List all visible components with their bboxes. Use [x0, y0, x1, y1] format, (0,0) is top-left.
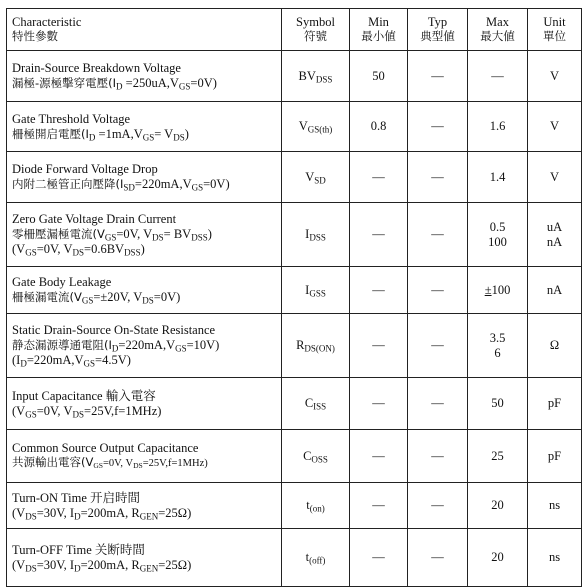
table-row: [7, 102, 582, 152]
characteristic-cell: Common Source Output Capacitance 共源輸出電容($V_{GS}=0V$, $V_{DS}=25V,f=1MHz$): [7, 430, 282, 483]
max-cell: 25: [468, 430, 528, 483]
symbol-cell: $R_{DS(ON)}$: [282, 314, 350, 378]
typ-cell: —: [408, 51, 468, 102]
typ-cell: —: [408, 102, 468, 152]
typ-cell: —: [408, 378, 468, 430]
characteristic-cell: Gate Threshold Voltage 柵極開启電壓$(I_D =1mA,V_{GS}= V_{DS})$: [7, 102, 282, 152]
min-cell: —: [350, 529, 408, 587]
unit-cell: nA: [528, 267, 582, 314]
min-cell: 50: [350, 51, 408, 102]
min-cell: —: [350, 378, 408, 430]
max-cell: 0.5 100: [468, 203, 528, 267]
table-row: [7, 203, 582, 267]
characteristic-cell: Gate Body Leakage 柵極漏電流($V_{GS}=\pm 20V$, $V_{DS}=0V$): [7, 267, 282, 314]
unit-cell: uA nA: [528, 203, 582, 267]
unit-cell: pF: [528, 378, 582, 430]
header-max: Max 最大値: [468, 9, 528, 51]
max-cell: ±100: [468, 267, 528, 314]
unit-cell: V: [528, 51, 582, 102]
characteristic-cell: Turn-OFF Time 关断時間 ($V_{DS}=30V$, $I_D=200mA$, $R_{GEN}=25\Omega$): [7, 529, 282, 587]
table-row: [7, 152, 582, 203]
table-row: [7, 51, 582, 102]
max-cell: —: [468, 51, 528, 102]
min-cell: —: [350, 430, 408, 483]
symbol-cell: $t_{(on)}$: [282, 483, 350, 529]
min-cell: —: [350, 314, 408, 378]
max-cell: 20: [468, 483, 528, 529]
min-cell: —: [350, 267, 408, 314]
characteristic-cell: Turn-ON Time 开启時間 ($V_{DS}=30V$, $I_D=200mA$, $R_{GEN}=25\Omega$): [7, 483, 282, 529]
max-cell: 1.6: [468, 102, 528, 152]
header-symbol: Symbol 符號: [282, 9, 350, 51]
symbol-cell: $C_{OSS}$: [282, 430, 350, 483]
symbol-cell: $C_{ISS}$: [282, 378, 350, 430]
typ-cell: —: [408, 203, 468, 267]
min-cell: —: [350, 203, 408, 267]
unit-cell: pF: [528, 430, 582, 483]
unit-cell: ns: [528, 529, 582, 587]
characteristic-cell: Input Capacitance 輸入電容 ($V_{GS}=0V$, $V_{DS}=25V,f=1MHz$): [7, 378, 282, 430]
min-cell: 0.8: [350, 102, 408, 152]
typ-cell: —: [408, 483, 468, 529]
symbol-cell: $t_{(off)}$: [282, 529, 350, 587]
table-row: [7, 483, 582, 529]
typ-cell: —: [408, 267, 468, 314]
symbol-cell: $V_{GS(th)}$: [282, 102, 350, 152]
characteristic-cell: Zero Gate Voltage Drain Current 零柵壓漏極電流($V_{GS}=0V$, $V_{DS}= BV_{DSS}$) ($V_{GS}=0V$, $V_{DS}=0.6BV_{DSS}$): [7, 203, 282, 267]
unit-cell: Ω: [528, 314, 582, 378]
unit-cell: ns: [528, 483, 582, 529]
header-characteristic: Characteristic 特性參數: [7, 9, 282, 51]
unit-cell: V: [528, 152, 582, 203]
typ-cell: —: [408, 529, 468, 587]
characteristic-cell: Static Drain-Source On-State Resistance 静态漏源導通電阻$(I_D=220mA,V_{GS}=10V)$ $(I_D=220mA,V_{GS}=4.5V)$: [7, 314, 282, 378]
table-row: [7, 430, 582, 483]
characteristic-cell: Diode Forward Voltage Drop 内附二極管正向壓降$(I_{SD}=220mA,V_{GS}=0V)$: [7, 152, 282, 203]
header-unit: Unit 單位: [528, 9, 582, 51]
symbol-cell: $I_{GSS}$: [282, 267, 350, 314]
characteristic-cell: Drain-Source Breakdown Voltage 漏極-源極擊穿電壓$(I_D =250uA,V_{GS}=0V)$: [7, 51, 282, 102]
unit-cell: V: [528, 102, 582, 152]
header-min: Min 最小値: [350, 9, 408, 51]
max-cell: 3.5 6: [468, 314, 528, 378]
max-cell: 1.4: [468, 152, 528, 203]
symbol-cell: $V_{SD}$: [282, 152, 350, 203]
symbol-cell: $BV_{DSS}$: [282, 51, 350, 102]
table-header-row: [7, 9, 582, 51]
table-row: [7, 529, 582, 587]
min-cell: —: [350, 483, 408, 529]
typ-cell: —: [408, 314, 468, 378]
max-cell: 50: [468, 378, 528, 430]
header-typ: Typ 典型値: [408, 9, 468, 51]
min-cell: —: [350, 152, 408, 203]
electrical-characteristics-table: [6, 8, 582, 587]
symbol-cell: $I_{DSS}$: [282, 203, 350, 267]
typ-cell: —: [408, 430, 468, 483]
table-row: [7, 378, 582, 430]
table-row: [7, 314, 582, 378]
table-row: [7, 267, 582, 314]
typ-cell: —: [408, 152, 468, 203]
max-cell: 20: [468, 529, 528, 587]
